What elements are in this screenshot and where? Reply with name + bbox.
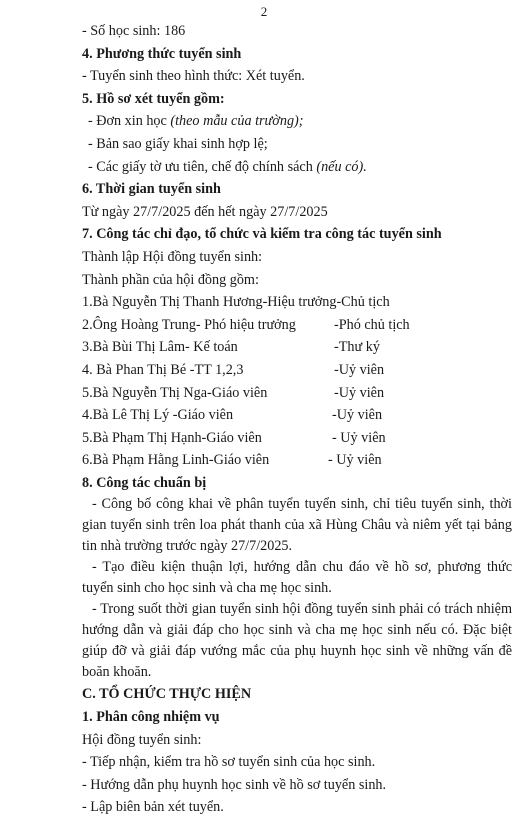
sectionC-line1: Hội đồng tuyển sinh: bbox=[82, 731, 202, 748]
member-name: 4.Bà Lê Thị Lý -Giáo viên bbox=[82, 407, 234, 424]
member-name: 5.Bà Nguyễn Thị Nga-Giáo viên bbox=[82, 384, 268, 401]
section7-line1: Thành lập Hội đồng tuyển sinh: bbox=[82, 248, 263, 265]
section6-text: Từ ngày 27/7/2025 đến hết ngày 27/7/2025 bbox=[82, 203, 328, 220]
section7-title: 7. Công tác chỉ đạo, tổ chức và kiểm tra công tác tuyển sinh bbox=[82, 226, 442, 243]
page-number: 2 bbox=[260, 4, 268, 19]
section8-para1: - Công bố công khai về phân tuyển tuyển sinh, chỉ tiêu tuyển sinh, thời gian tuyển sinh trên loa phát thanh của xã Hùng Châu và niêm yết tại bảng tin nhà trường trước ngày 27/7/2025. bbox=[82, 496, 512, 555]
member-name: 1.Bà Nguyễn Thị Thanh Hương-Hiệu trưởng-Chủ tịch bbox=[82, 294, 390, 311]
member-role: -Uỷ viên bbox=[332, 407, 383, 424]
member-role: -Thư ký bbox=[334, 339, 380, 356]
sectionC-item: - Tiếp nhận, kiểm tra hồ sơ tuyển sinh của học sinh. bbox=[82, 754, 376, 771]
member-role: -Phó chủ tịch bbox=[334, 316, 410, 333]
member-role: -Uỷ viên bbox=[334, 384, 385, 401]
member-name: 4. Bà Phan Thị Bé -TT 1,2,3 bbox=[82, 361, 244, 378]
council-member bbox=[82, 449, 512, 472]
section5-item3-text: - Các giấy tờ ưu tiên, chế độ chính sách bbox=[88, 158, 317, 175]
council-member bbox=[82, 427, 512, 450]
member-name: 6.Bà Phạm Hằng Linh-Giáo viên bbox=[82, 452, 270, 469]
member-name: 2.Ông Hoàng Trung- Phó hiệu trưởng bbox=[82, 316, 296, 333]
section5-item2: - Bản sao giấy khai sinh hợp lệ; bbox=[88, 135, 268, 152]
section8-para3: - Trong suốt thời gian tuyển sinh hội đồng tuyển sinh phải có trách nhiệm hướng dẫn và giải đáp cho học sinh và cha mẹ học sinh nếu có. Đặc biệt giúp đỡ và giải đáp vướng mắc của phụ huynh học sinh về những vấn đề boăn khoăn. bbox=[82, 601, 512, 681]
section4-text: - Tuyển sinh theo hình thức: Xét tuyển. bbox=[82, 68, 305, 85]
section8-para2: - Tạo điều kiện thuận lợi, hướng dẫn chu đáo về hồ sơ, phương thức tuyển sinh cho học sinh và cha mẹ học sinh. bbox=[82, 559, 512, 597]
section5-item3 bbox=[82, 156, 512, 179]
member-role: - Uỷ viên bbox=[328, 452, 382, 469]
section7-line2: Thành phần của hội đồng gồm: bbox=[82, 271, 259, 288]
council-member bbox=[82, 382, 512, 405]
council-member bbox=[82, 291, 512, 314]
students-count: - Số học sinh: 186 bbox=[82, 23, 186, 39]
council-member bbox=[82, 336, 512, 359]
document-body bbox=[82, 20, 512, 819]
sectionC-item: - Hướng dẫn phụ huynh học sinh về hồ sơ tuyển sinh. bbox=[82, 776, 387, 793]
section5-item1-note: (theo mẫu của trường); bbox=[170, 113, 304, 130]
section5-item3-note: (nếu có). bbox=[316, 158, 367, 175]
council-member bbox=[82, 314, 512, 337]
sectionC-item: - Lập biên bản xét tuyển. bbox=[82, 799, 224, 816]
section6-title: 6. Thời gian tuyển sinh bbox=[82, 181, 221, 198]
member-name: 5.Bà Phạm Thị Hạnh-Giáo viên bbox=[82, 429, 262, 446]
member-name: 3.Bà Bùi Thị Lâm- Kế toán bbox=[82, 339, 238, 356]
member-role: - Uỷ viên bbox=[332, 429, 386, 446]
section4-title: 4. Phương thức tuyển sinh bbox=[82, 45, 242, 62]
sectionC-title: C. TỔ CHỨC THỰC HIỆN bbox=[82, 686, 252, 703]
sectionC-sub1-title: 1. Phân công nhiệm vụ bbox=[82, 709, 220, 726]
section5-title: 5. Hồ sơ xét tuyển gồm: bbox=[82, 90, 225, 107]
section8-title: 8. Công tác chuẩn bị bbox=[82, 474, 207, 491]
council-member bbox=[82, 404, 512, 427]
council-member-list bbox=[82, 291, 512, 472]
section5-item1 bbox=[82, 110, 512, 133]
section5-item1-text: - Đơn xin học bbox=[88, 113, 171, 130]
member-role: -Uỷ viên bbox=[334, 361, 385, 378]
council-member bbox=[82, 359, 512, 382]
